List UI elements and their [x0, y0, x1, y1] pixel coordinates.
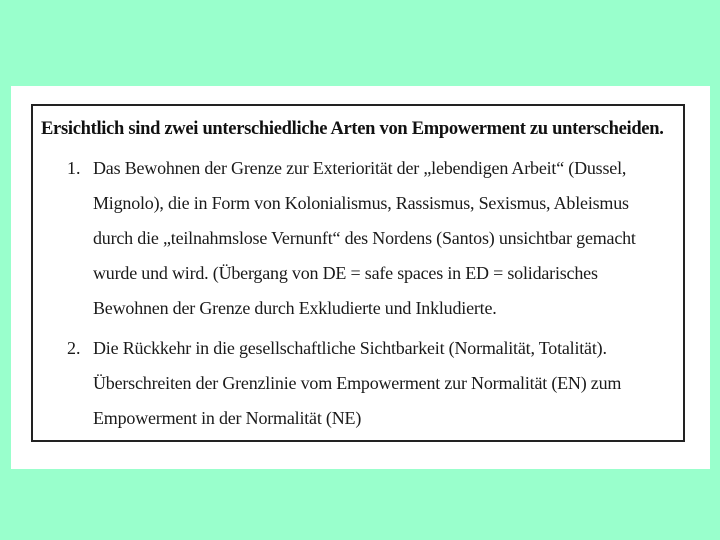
list-line: Mignolo), die in Form von Kolonialismus, Rassismus, Sexismus, Ableismus: [93, 193, 629, 213]
list-line: Empowerment in der Normalität (NE): [93, 408, 362, 428]
list-number: 2.: [67, 338, 81, 358]
list-line: Bewohnen der Grenze durch Exkludierte und Inkludierte.: [93, 298, 497, 318]
list-line: Überschreiten der Grenzlinie vom Empowerment zur Normalität (EN) zum: [93, 373, 622, 393]
document-sheet: [11, 86, 710, 469]
list-number: 1.: [67, 158, 81, 178]
text-frame: [31, 104, 685, 442]
list-line: Das Bewohnen der Grenze zur Exteriorität der „lebendigen Arbeit“ (Dussel,: [93, 158, 627, 178]
heading: Ersichtlich sind zwei unterschiedliche Arten von Empowerment zu unterscheiden.: [41, 119, 664, 139]
list-line: wurde und wird. (Übergang von DE = safe spaces in ED = solidarisches: [93, 263, 598, 283]
list-line: durch die „teilnahmslose Vernunft“ des Nordens (Santos) unsichtbar gemacht: [93, 228, 636, 248]
list-line: Die Rückkehr in die gesellschaftliche Sichtbarkeit (Normalität, Totalität).: [93, 338, 607, 358]
